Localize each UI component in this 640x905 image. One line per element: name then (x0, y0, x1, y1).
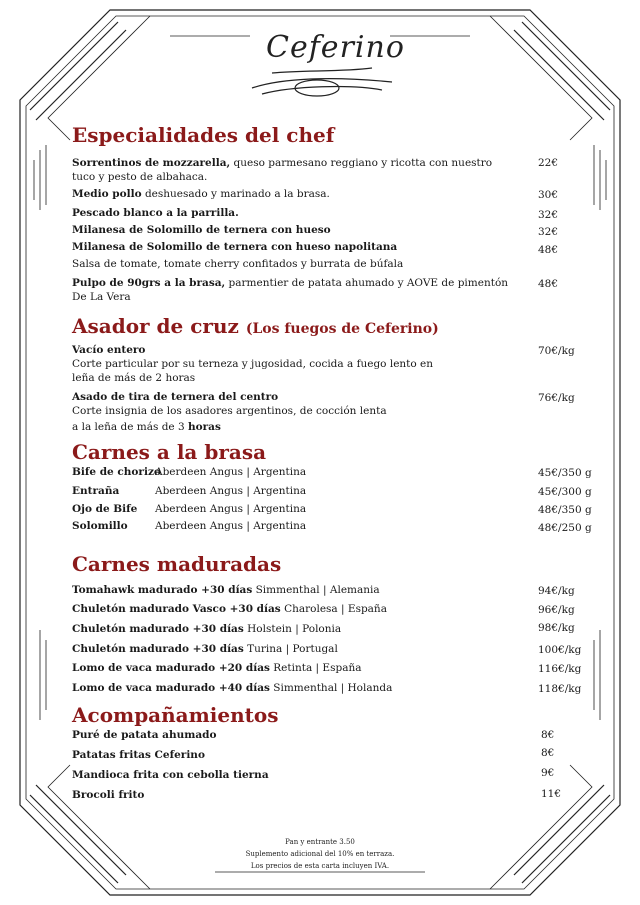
item-origin: Aberdeen Angus | Argentina (155, 520, 307, 532)
item-price: 48€/350 g (538, 504, 592, 516)
item-description: Corte insignia de los asadores argentinos, de cocción lenta (72, 405, 387, 417)
footer-note: Los precios de esta carta incluyen IVA. (250, 862, 390, 870)
item-price: 22€ (538, 157, 559, 169)
item-price: 76€/kg (538, 392, 575, 404)
item-price: 48€/250 g (538, 522, 592, 534)
item-price: 48€ (538, 244, 559, 256)
item-description: a la leña de más de 3 horas (72, 421, 221, 433)
list-item: Lomo de vaca madurado +20 días Retinta | España (72, 662, 362, 674)
list-item: Mandioca frita con cebolla tierna (72, 769, 269, 781)
footer-note: Pan y entrante 3.50 (285, 838, 355, 846)
item-description: leña de más de 2 horas (72, 372, 196, 384)
item-origin: Aberdeen Angus | Argentina (155, 466, 307, 478)
section-title-especialidades: Especialidades del chef (72, 123, 335, 147)
item-price: 32€ (538, 226, 559, 238)
list-item: Milanesa de Solomillo de ternera con hueso (72, 224, 331, 236)
item-price: 8€ (541, 747, 555, 759)
list-item: Medio pollo deshuesado y marinado a la brasa. (72, 188, 330, 200)
footer-note: Suplemento adicional del 10% en terraza. (245, 850, 395, 858)
list-item: Milanesa de Solomillo de ternera con hueso napolitana (72, 241, 398, 253)
item-price: 30€ (538, 189, 559, 201)
list-item: Asado de tira de ternera del centro (72, 391, 279, 403)
item-price: 70€/kg (538, 345, 575, 357)
item-price: 118€/kg (538, 683, 582, 695)
section-title-brasa: Carnes a la brasa (72, 440, 267, 464)
list-item: Vacío entero (72, 344, 146, 356)
list-item: Pescado blanco a la parrilla. (72, 207, 239, 219)
item-price: 48€ (538, 278, 559, 290)
item-origin: Aberdeen Angus | Argentina (155, 503, 307, 515)
list-item: Chuletón madurado Vasco +30 días Charolesa | España (72, 603, 387, 615)
list-item: Puré de patata ahumado (72, 729, 217, 741)
list-item: Bife de chorizo (72, 466, 161, 478)
list-item: Ojo de Bife (72, 503, 138, 515)
list-item: Sorrentinos de mozzarella, queso parmesano reggiano y ricotta con nuestro tuco y pesto de albahaca. (72, 157, 493, 183)
section-title-acompanamientos: Acompañamientos (72, 703, 279, 727)
list-item: Tomahawk madurado +30 días Simmenthal | Alemania (72, 584, 380, 596)
list-item: Entraña (72, 485, 120, 497)
item-description: Corte particular por su terneza y jugosidad, cocida a fuego lento en (72, 358, 434, 370)
item-price: 45€/300 g (538, 486, 592, 498)
logo-text: Ceferino (266, 30, 405, 65)
item-price: 94€/kg (538, 585, 575, 597)
list-item: Solomillo (72, 520, 128, 532)
list-item: Patatas fritas Ceferino (72, 749, 205, 761)
section-title-asador: Asador de cruz (Los fuegos de Ceferino) (72, 314, 439, 338)
item-price: 11€ (541, 788, 562, 800)
item-origin: Aberdeen Angus | Argentina (155, 485, 307, 497)
item-price: 100€/kg (538, 644, 582, 656)
item-price: 96€/kg (538, 604, 575, 616)
list-item: Lomo de vaca madurado +40 días Simmenthal | Holanda (72, 682, 393, 694)
list-item: Brocoli frito (72, 789, 145, 801)
list-item: Chuletón madurado +30 días Holstein | Polonia (72, 623, 342, 635)
item-price: 116€/kg (538, 663, 582, 675)
list-item: Chuletón madurado +30 días Turina | Portugal (72, 643, 338, 655)
list-item: Pulpo de 90grs a la brasa, parmentier de patata ahumado y AOVE de pimentón De La Vera (72, 277, 509, 303)
item-price: 98€/kg (538, 622, 575, 634)
item-description: Salsa de tomate, tomate cherry confitados y burrata de búfala (72, 258, 404, 270)
item-price: 9€ (541, 767, 555, 779)
item-price: 32€ (538, 209, 559, 221)
item-price: 8€ (541, 729, 555, 741)
item-price: 45€/350 g (538, 467, 592, 479)
section-title-maduradas: Carnes maduradas (72, 552, 282, 576)
